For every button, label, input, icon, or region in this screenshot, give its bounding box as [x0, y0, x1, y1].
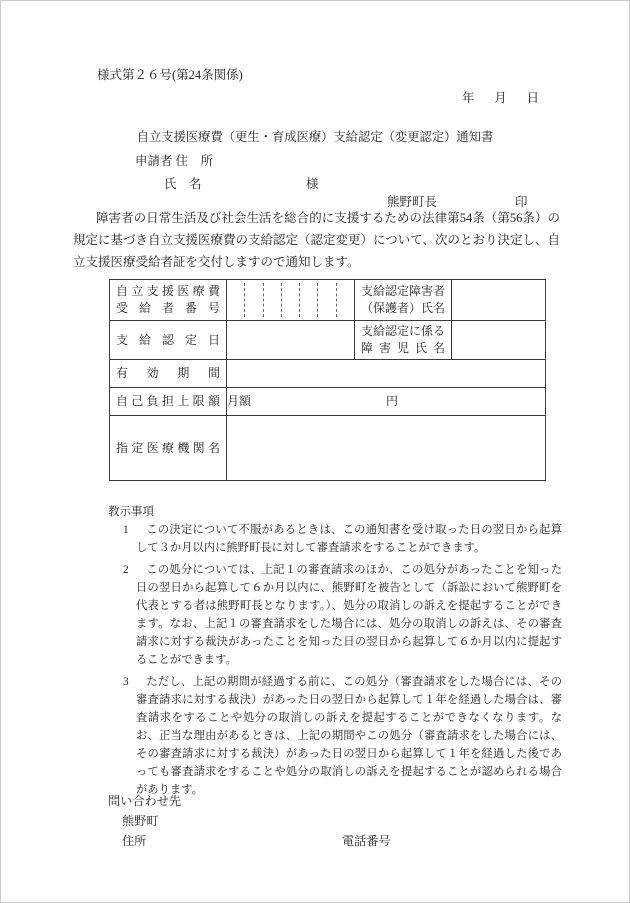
digit-box — [245, 283, 263, 317]
certified-person-label-line1: 支給認定障害者 — [360, 284, 445, 298]
applicant-address-label: 住 所 — [175, 154, 214, 168]
child-name-label-line1: 支給認定に係る — [360, 324, 445, 338]
note-item-text: ただし、上記の期間が経過する前に、この処分（審査請求をした場合には、その審査請求に対する裁決）があった日の翌日から起算して１年を経過した場合は、審査請求をすることや処分の取消しの訴えを提起することができなくなります。なお、正当な理由があるときは、上記の期間やこの処分（審査請求をした場合には、その審査請求に対する裁決）があった日の翌日から起算して１年を経過した後であっても審査請求をすることや処分の取消しの訴えを提起することが認められる場合があります。 — [136, 676, 562, 796]
certification-date-value-cell — [227, 321, 355, 360]
contact-address-label: 住所 — [122, 834, 147, 848]
intro-paragraph: 障害者の日常生活及び社会生活を総合的に支援するための法律第54条（第56条）の規定に基づき自立支援医療費の支給認定（認定変更）について、次のとおり決定し、自立支援医療受給者証を交付しますので通知します。 — [73, 211, 561, 269]
mayor-name: 熊野町長 — [387, 195, 438, 209]
recipient-number-digit-boxes — [227, 283, 354, 317]
digit-box — [300, 283, 318, 317]
form-number-label: 様式第２６号(第24条関係) — [97, 68, 243, 82]
document-title: 自立支援医療費（更生・育成医療）支給認定（変更認定）通知書 — [136, 130, 494, 144]
contact-town: 熊野町 — [122, 814, 159, 828]
month-label: 月 — [494, 91, 507, 105]
applicant-address-line — [135, 151, 213, 169]
recipient-number-label-line2: 受給者番号 — [116, 301, 220, 315]
seal-mark: 印 — [515, 195, 528, 209]
copay-amount-cell — [227, 388, 546, 416]
validity-period-label: 有効期間 — [116, 366, 220, 380]
medical-institution-value-cell — [227, 416, 546, 481]
certification-date-label-cell — [110, 321, 227, 360]
year-label: 年 — [462, 91, 475, 105]
certified-person-label-cell — [355, 280, 452, 321]
contact-heading: 問い合わせ先 — [108, 794, 182, 808]
recipient-number-label-cell — [110, 280, 227, 321]
applicant-honorific: 様 — [306, 177, 319, 191]
monthly-amount-label: 月額 — [227, 394, 252, 408]
child-name-value-cell — [452, 321, 546, 360]
certified-person-value-cell — [452, 280, 546, 321]
validity-period-value-cell — [227, 360, 546, 388]
medical-institution-label: 指定医療機関名 — [116, 440, 220, 455]
note-item-text: この処分については、上記１の審査請求のほか、この処分があったことを知った日の翌日から起算して６か月以内に、熊野町を被告として（訴訟において熊野町を代表とする者は熊野町長となります。）、処分の取消しの訴えを提起することができます。なお、上記１の審査請求をした場合には、処分の取消しの訴えは、その審査請求に対する裁決があったことを知った日の翌日から起算して６か月以内に提起することができます。 — [136, 564, 562, 666]
note-item-number: 3 — [123, 676, 129, 688]
copay-limit-label: 自己負担上限額 — [116, 394, 220, 408]
digit-box — [337, 283, 354, 317]
note-item-number: 2 — [123, 564, 129, 576]
note-item — [123, 521, 562, 557]
digit-box — [227, 283, 245, 317]
digit-box — [318, 283, 336, 317]
validity-period-label-cell — [110, 360, 227, 388]
notes-heading: 教示事項 — [108, 506, 154, 518]
note-item-text: この決定について不服があるときは、この通知書を受け取った日の翌日から起算して３か月以内に熊野町長に対して審査請求をすることができます。 — [136, 524, 562, 554]
note-item — [123, 673, 562, 799]
date-line — [462, 88, 539, 106]
yen-label: 円 — [386, 394, 399, 408]
note-item — [123, 561, 562, 669]
certification-date-label: 支給認定日 — [116, 332, 220, 347]
digit-box — [264, 283, 282, 317]
copay-limit-label-cell — [110, 388, 227, 416]
child-name-label-line2: 障害児氏名 — [361, 341, 445, 355]
applicant-label: 申請者 — [135, 154, 173, 168]
medical-institution-label-cell — [110, 416, 227, 481]
recipient-number-label-line1: 自立支援医療費 — [116, 284, 220, 298]
certification-table — [109, 279, 546, 481]
digit-box — [282, 283, 300, 317]
note-item-number: 1 — [123, 524, 129, 536]
contact-phone-label: 電話番号 — [342, 834, 391, 848]
recipient-number-value-cell — [227, 280, 355, 321]
certified-person-label-line2: （保護者）氏名 — [360, 301, 445, 315]
child-name-label-cell — [355, 321, 452, 360]
day-label: 日 — [526, 91, 539, 105]
applicant-name-label: 氏 名 — [164, 177, 202, 191]
